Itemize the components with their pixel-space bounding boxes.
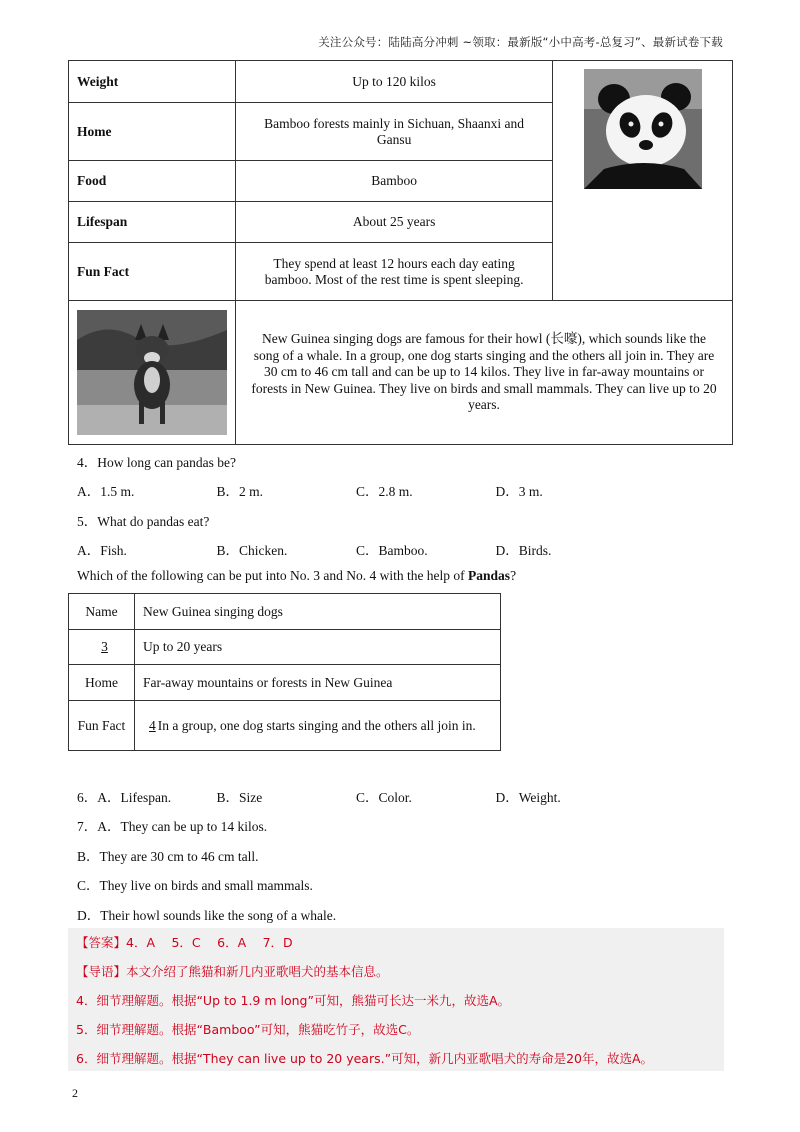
- fill-prompt-bold: Pandas: [468, 568, 511, 583]
- question-4-stem: 4．How long can pandas be?: [77, 455, 236, 470]
- question-5-stem: 5．What do pandas eat?: [77, 514, 210, 529]
- q7-option-a[interactable]: 7．A．They can be up to 14 kilos.: [77, 819, 268, 834]
- fill-row-home-value: Far-away mountains or forests in New Guinea: [135, 665, 501, 701]
- answer-explain-4: 4．细节理解题。根据“Up to 1.9 m long”可知，熊猫可长达一米九，故选A。: [76, 993, 511, 1008]
- q4-option-b[interactable]: B．2 m.: [216, 484, 264, 499]
- row-label-food: Food: [69, 161, 236, 202]
- q6-option-a[interactable]: 6．A．Lifespan.: [77, 790, 172, 805]
- question-6-options: [77, 786, 637, 806]
- q7-option-c[interactable]: C．They live on birds and small mammals.: [77, 878, 313, 893]
- fill-row-fun-fact-value: [135, 701, 501, 751]
- q7-option-d[interactable]: D．Their howl sounds like the song of a whale.: [77, 908, 337, 923]
- row-value-weight: Up to 120 kilos: [236, 61, 553, 103]
- q7-option-b[interactable]: B．They are 30 cm to 46 cm tall.: [77, 849, 259, 864]
- header-note: 关注公众号：陆陆高分冲刺 ~领取：最新版“小中高考-总复习”、最新试卷下载: [318, 35, 723, 49]
- q5-option-c[interactable]: C．Bamboo.: [356, 543, 428, 558]
- fun-fact-text: In a group, one dog starts singing and the others all join in.: [157, 717, 476, 733]
- row-label-home: Home: [69, 103, 236, 161]
- row-label-fun-fact: Fun Fact: [69, 243, 236, 301]
- q4-option-c[interactable]: C．2.8 m.: [356, 484, 413, 499]
- q6-option-c[interactable]: C．Color.: [356, 790, 412, 805]
- question-4-options: [77, 480, 637, 500]
- fill-row-blank-3-value: Up to 20 years: [135, 630, 501, 665]
- fill-row-name-value: New Guinea singing dogs: [135, 594, 501, 630]
- q5-option-d[interactable]: D．Birds.: [495, 543, 552, 558]
- panda-photo-cell: [553, 61, 733, 301]
- answer-explain-5: 5．细节理解题。根据“Bamboo”可知，熊猫吃竹子，故选C。: [76, 1022, 420, 1037]
- fill-row-fun-fact-label: Fun Fact: [69, 701, 135, 751]
- dog-photo-cell: [69, 301, 236, 445]
- row-value-home: Bamboo forests mainly in Sichuan, Shaanxi and Gansu: [236, 103, 553, 161]
- page-number: 2: [72, 1086, 78, 1100]
- row-value-fun-fact: They spend at least 12 hours each day eating bamboo. Most of the rest time is spent sleeping.: [236, 243, 553, 301]
- q6-option-b[interactable]: B．Size: [216, 790, 263, 805]
- panda-photo: [584, 69, 702, 189]
- row-value-lifespan: About 25 years: [236, 202, 553, 243]
- dog-description: New Guinea singing dogs are famous for their howl (长嚎), which sounds like the song of a whale. In a group, one dog starts singing and the others all join in. They are 30 cm to 46 cm tall and can be up to 14 kilos. They live in far-away mountains or forests in New Guinea. They live on birds and small mammals. They can live up to 20 years.: [236, 301, 733, 445]
- dog-photo: [77, 310, 227, 435]
- fill-prompt: [77, 568, 516, 584]
- answer-guide: 【导语】本文介绍了熊猫和新几内亚歌唱犬的基本信息。: [76, 964, 389, 979]
- answer-explain-6: 6．细节理解题。根据“They can live up to 20 years.”可知，新几内亚歌唱犬的寿命是20年，故选A。: [76, 1051, 654, 1066]
- fill-prompt-text: Which of the following can be put into No. 3 and No. 4 with the help of: [77, 568, 469, 583]
- blank-4: 4: [149, 717, 156, 733]
- q5-option-a[interactable]: A．Fish.: [77, 543, 127, 558]
- row-label-weight: Weight: [69, 61, 236, 103]
- row-label-lifespan: Lifespan: [69, 202, 236, 243]
- q4-option-d[interactable]: D．3 m.: [495, 484, 543, 499]
- fill-row-blank-3: [69, 630, 135, 665]
- answer-box: [68, 928, 724, 1071]
- blank-3: 3: [101, 639, 108, 654]
- q4-option-a[interactable]: A．1.5 m.: [77, 484, 135, 499]
- q5-option-b[interactable]: B．Chicken.: [216, 543, 288, 558]
- question-5-options: [77, 539, 637, 559]
- fill-prompt-end: ?: [510, 568, 517, 583]
- fill-row-name-label: Name: [69, 594, 135, 630]
- fill-table: [68, 593, 501, 751]
- fill-row-home-label: Home: [69, 665, 135, 701]
- answer-key: 【答案】4．A 5．C 6．A 7．D: [76, 935, 293, 950]
- q6-option-d[interactable]: D．Weight.: [495, 790, 561, 805]
- row-value-food: Bamboo: [236, 161, 553, 202]
- animal-info-table: [68, 60, 733, 445]
